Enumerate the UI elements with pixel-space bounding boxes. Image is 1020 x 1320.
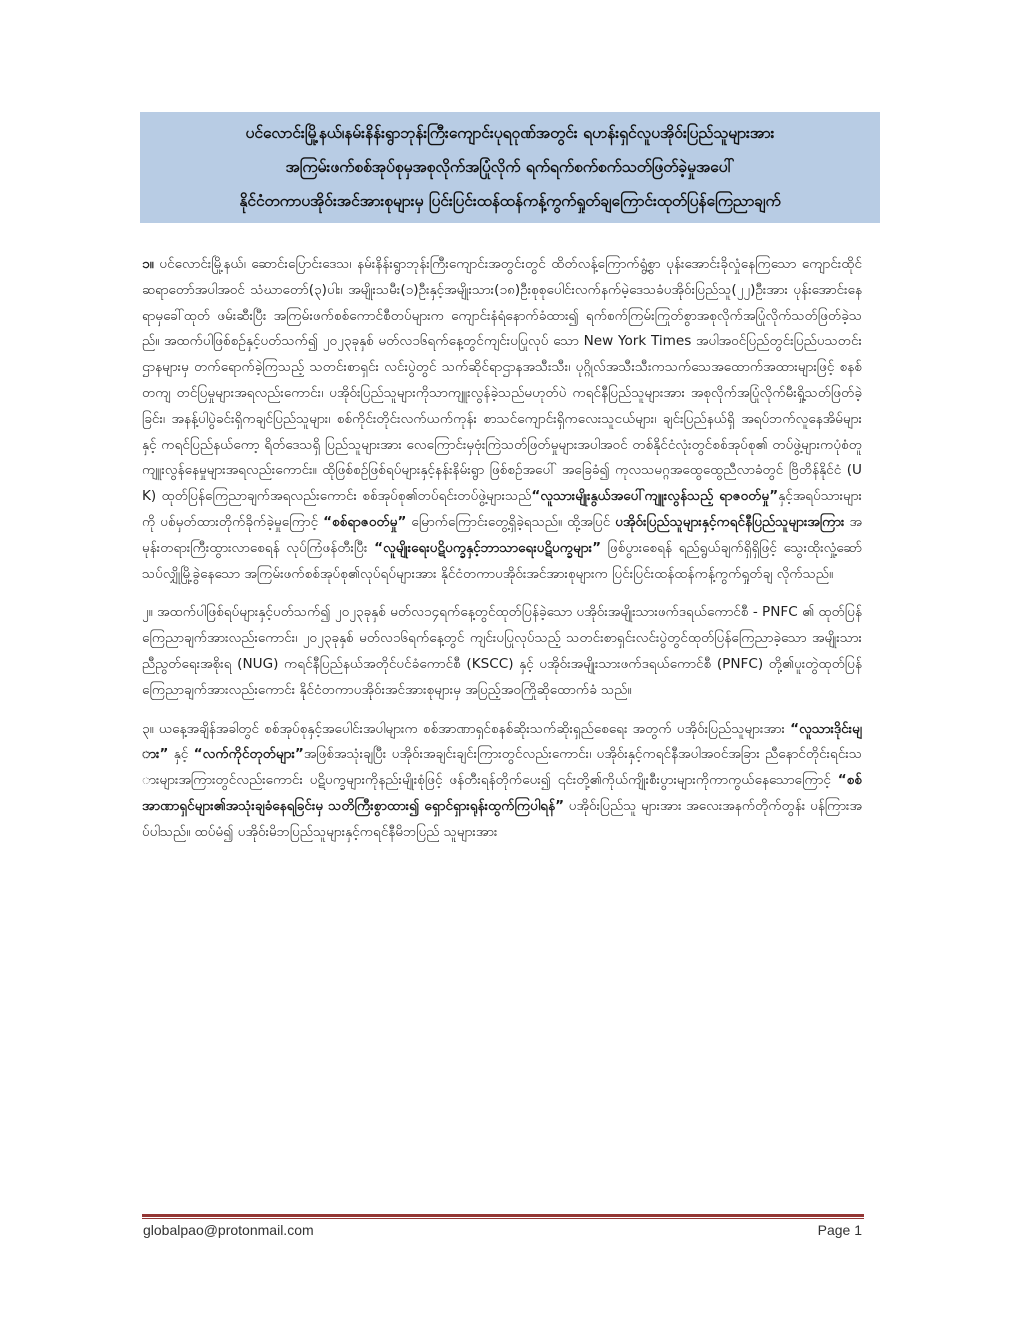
footer-rule-thin: [142, 1218, 864, 1219]
title-box: [140, 112, 880, 223]
paragraph-3-text-1: ယနေ့အချိန်အခါတွင် စစ်အုပ်စုနှင့်အပေါင်းအပါများက စစ်အာဏာရှင်စနစ်ဆိုးသက်ဆိုးရှည်စေရေး အတွက် ပအိုဝ်းပြည်သူများအား: [153, 720, 791, 737]
paragraph-1-bold-4: “လူမျိုးရေးပဋိပက္ခနှင့်ဘာသာရေးပဋိပက္ခများ”: [374, 539, 602, 556]
title-line-1: ပင်လောင်းမြို့နယ်၊နမ်းနိန်းရွာဘုန်းကြီးကျောင်းပုရဝုဏ်အတွင်း ရဟန်းရှင်လူပအိုဝ်းပြည်သူများအား: [245, 124, 775, 142]
footer-rule: [142, 1214, 864, 1217]
paragraph-2-number: ၂။: [142, 604, 153, 621]
paragraph-3-bold-1: “လူသားဒိုင်းများ”: [142, 720, 862, 763]
page-number: Page 1: [817, 1222, 862, 1238]
paragraph-1: [142, 252, 862, 587]
paragraph-3-number: ၃။: [142, 720, 154, 737]
paragraph-1-text-4: အမုန်းတရားကြီးထွားလာစေရန် လုပ်ကြံဖန်တီးပြီး: [142, 513, 862, 556]
paragraph-1-text-3: မြောက်ကြောင်းတွေ့ရှိခဲ့ရသည်။ ထို့အပြင်: [406, 513, 611, 530]
paragraph-1-bold-3: ပအိုဝ်းပြည်သူများနှင့်ကရင်နီပြည်သူများအကြား: [615, 513, 845, 530]
title-line-2: အကြမ်းဖက်စစ်အုပ်စုမှအစုလိုက်အပြုံလိုက် ရက်ရက်စက်စက်သတ်ဖြတ်ခဲ့မှုအပေါ်: [285, 158, 735, 176]
footer-email: globalpao@protonmail.com: [143, 1222, 314, 1238]
title-line-3: နိုင်ငံတကာပအိုဝ်းအင်အားစုများမှ ပြင်းပြင်းထန်ထန်ကန့်ကွက်ရှုတ်ချကြောင်းထုတ်ပြန်ကြေညာချက်: [239, 192, 781, 210]
paragraph-2-text-1: အထက်ပါဖြစ်ရပ်များနှင့်ပတ်သက်၍ ၂၀၂၃ခုနှစ် မတ်လ၁၄ရက်နေ့တွင်ထုတ်ပြန်ခဲ့သော ပအိုဝ်းအမျိုးသားဖက်ဒရယ်ကောင်စီ - PNFC ၏ ထုတ်ပြန်ကြေညာချက်အားလည်းကောင်း၊ ၂၀၂၃ခုနှစ် မတ်လ၁၆ရက်နေ့တွင် ကျင်းပပြုလုပ်သည့် သတင်းစာရှင်းလင်းပွဲတွင်ထုတ်ပြန်ကြေညာခဲ့သော အမျိုးသားညီညွတ်ရေးအစိုးရ (NUG) ကရင်နီပြည်နယ်အတိုင်ပင်ခံကောင်စီ (KSCC) နှင့် ပအိုဝ်းအမျိုးသားဖက်ဒရယ်ကောင်စီ (PNFC) တို့၏ပူးတွဲထုတ်ပြန်ကြေညာချက်အားလည်းကောင်း နိုင်ငံတကာပအိုဝ်းအင်အားစုများမှ အပြည့်အဝကြိုဆိုထောက်ခံ သည်။: [142, 604, 862, 698]
paragraph-1-bold-2: “စစ်ရာဇဝတ်မှု”: [323, 513, 407, 530]
document-body: [142, 252, 862, 859]
paragraph-1-text-5: ဖြစ်ပွားစေရန် ရည်ရွယ်ချက်ရှိရှိဖြင့် သွေးထိုးလှုံ့ဆော်သပ်လျှိုမြို့ခွဲနေသော အကြမ်းဖက်စစ်အုပ်စု၏လုပ်ရပ်များအား နိုင်ငံတကာပအိုဝ်းအင်အားစုများက ပြင်းပြင်းထန်ထန်ကန့်ကွက်ရှုတ်ချ လိုက်သည်။: [142, 539, 863, 582]
paragraph-3: [142, 717, 862, 846]
paragraph-3-text-3: အဖြစ်အသုံးချပြီး ပအိုဝ်းအချင်းချင်းကြားတွင်လည်းကောင်း၊ ပအိုဝ်းနှင့်ကရင်နီအပါအဝင်အခြား ညီနောင်တိုင်းရင်းသားများအကြားတွင်လည်းကောင်း ပဋိပက္ခများကိုနည်းမျိုးစုံဖြင့် ဖန်တီးရန်တိုက်ပေး၍ ၎င်းတို့၏ကိုယ်ကျိုးစီးပွားများကိုကာကွယ်နေသောကြောင့်: [142, 746, 862, 789]
paragraph-2: [142, 600, 862, 703]
paragraph-1-text-1: ပင်လောင်းမြို့နယ်၊ ဆောင်းပြောင်းဒေသ၊ နမ်းနိန်းရွာဘုန်းကြီးကျောင်းအတွင်းတွင် ထိတ်လန့်ကြောက်ရွံ့စွာ ပုန်းအောင်းခိုလှုံနေကြသော ကျောင်းထိုင်ဆရာတော်အပါအဝင် သံဃာတော်(၃)ပါး၊ အမျိုးသမီး(၁)ဦးနှင့်အမျိုးသား(၁၈)ဦးစုစုပေါင်းလက်နက်မဲ့ဒေသခံပအိုဝ်းပြည်သူ(၂၂)ဦးအား ပုန်းအောင်းနေရာမှခေါ်ထုတ် ဖမ်းဆီးပြီး အကြမ်းဖက်စစ်ကောင်စီတပ်များက ကျောင်းနံရံနောက်ခံထား၍ ရက်စက်ကြမ်းကြုတ်စွာအစုလိုက်အပြုံလိုက်သတ်ဖြတ်ခဲ့သည်။ အထက်ပါဖြစ်စဉ်နှင့်ပတ်သက်၍ ၂၀၂၃ခုနှစ် မတ်လ၁၆ရက်နေ့တွင်ကျင်းပပြုလုပ် သော New York Times အပါအဝင်ပြည်တွင်းပြည်ပသတင်းဌာနများမှ တက်ရောက်ခဲ့ကြသည့် သတင်းစာရှင်း လင်းပွဲတွင် သက်ဆိုင်ရာဌာနအသီးသီး၊ ပုဂ္ဂိုလ်အသီးသီးကသက်သေအထောက်အထားများဖြင့် စနစ်တကျ တင်ပြမှုများအရလည်းကောင်း၊ ပအိုဝ်းပြည်သူများကိုသာကျူးလွန်ခဲ့သည်မဟုတ်ပဲ ကရင်နီပြည်သူများအား အစုလိုက်အပြုံလိုက်မီးရှို့သတ်ဖြတ်ခဲ့ခြင်း၊ အနန့်ပါပွဲခင်းရှိကချင်ပြည်သူများ၊ စစ်ကိုင်းတိုင်းလက်ယက်ကုန်း စာသင်ကျောင်းရှိကလေးသူငယ်များ၊ ချင်းပြည်နယ်ရှိ အရပ်ဘက်လူနေအိမ်များ နှင့် ကရင်ပြည်နယ်ကော့ ရိတ်ဒေသရှိ ပြည်သူများအား လေကြောင်းမှဗုံးကြဲသတ်ဖြတ်မှုများအပါအဝင် တစ်နိုင်ငံလုံးတွင်စစ်အုပ်စု၏ တပ်ဖွဲ့များကပုံစံတူကျူးလွန်နေမှုများအရလည်းကောင်း။ ထိုဖြစ်စဉ်ဖြစ်ရပ်များနှင့်နန်းနိမ်းရွာ ဖြစ်စဉ်အပေါ် အခြေခံ၍ ကုလသမဂ္ဂအထွေထွေညီလာခံတွင် ဗြိတိန်နိုင်ငံ (UK) ထုတ်ပြန်ကြေညာချက်အရလည်းကောင်း စစ်အုပ်စု၏တပ်ရင်းတပ်ဖွဲ့များသည်: [142, 256, 862, 505]
paragraph-3-text-2: နှင့်: [168, 746, 194, 763]
paragraph-1-text-2: နှင့်အရပ်သားများကို ပစ်မှတ်ထားတိုက်ခိုက်ခဲ့မှုကြောင့်: [142, 488, 862, 530]
paragraph-3-bold-3: “စစ်အာဏာရှင်များ၏အသုံးချခံနေရခြင်းမှ သတိကြီးစွာထား၍ ရှောင်ရှားရုန်းထွက်ကြပါရန်”: [142, 772, 862, 814]
paragraph-1-bold-1: “လူသားမျိုးနွယ်အပေါ်ကျူးလွန်သည့် ရာဇဝတ်မှု”: [531, 488, 779, 505]
paragraph-3-bold-2: “လက်ကိုင်တုတ်များ”: [193, 746, 304, 763]
paragraph-3-text-4: ပအိုဝ်းပြည်သူ များအား အလေးအနက်တိုက်တွန်း ပန်ကြားအပ်ပါသည်။ ထပ်မံ၍ ပအိုဝ်းမိဘပြည်သူများနှင့်ကရင်နီမိဘပြည် သူများအား: [142, 797, 862, 840]
paragraph-1-number: ၁။: [142, 256, 154, 272]
